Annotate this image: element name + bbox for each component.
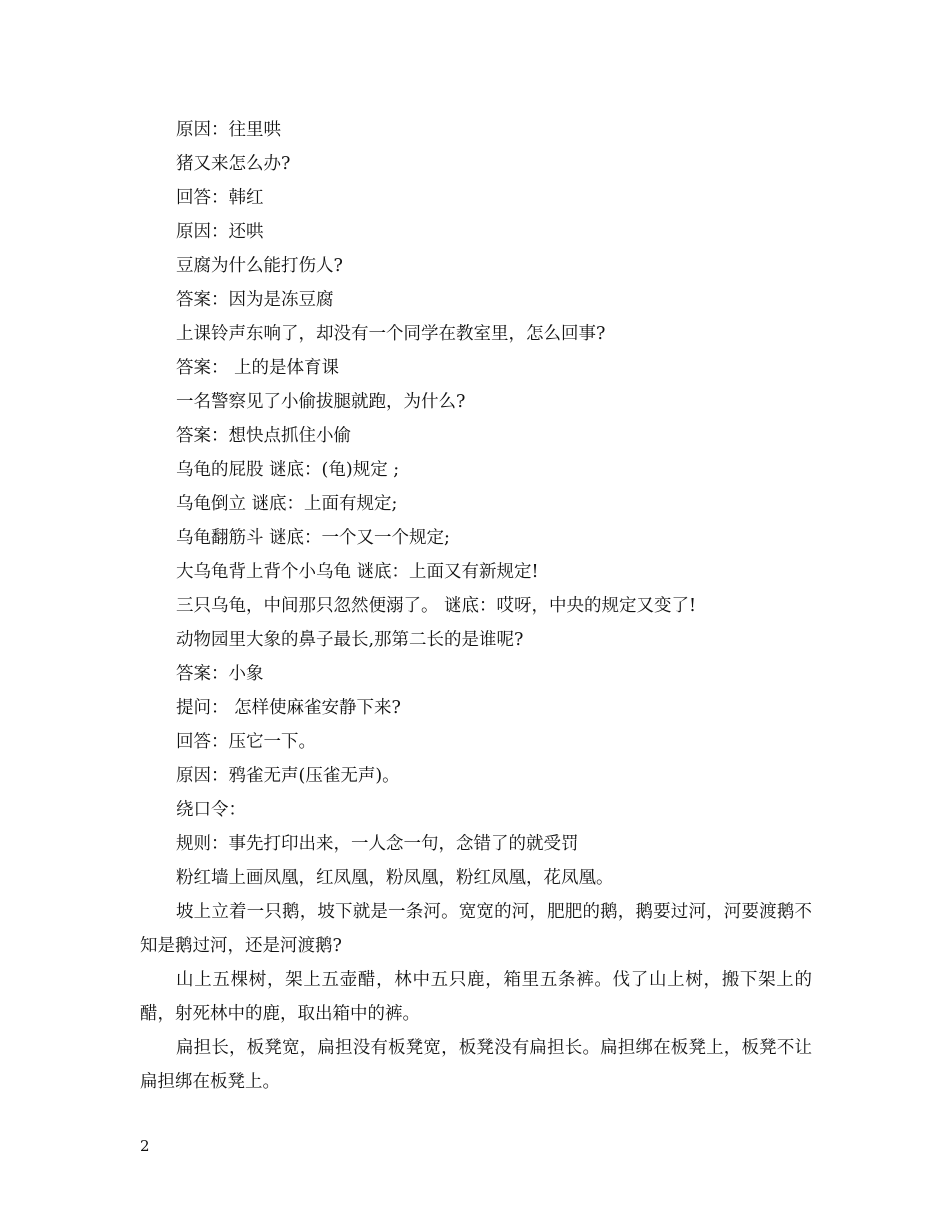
text-line: 一名警察见了小偷拔腿就跑，为什么? — [176, 392, 466, 412]
paragraph: 坡上立着一只鹅，坡下就是一条河。宽宽的河，肥肥的鹅，鹅要过河，河要渡鹅不知是鹅过河，还是河渡鹅? — [140, 902, 812, 956]
text-line: 猪又来怎么办? — [176, 154, 291, 174]
text-line: 乌龟翻筋斗 谜底：一个又一个规定; — [176, 528, 450, 548]
page-number: 2 — [140, 1137, 150, 1155]
text-line: 答案：因为是冻豆腐 — [176, 290, 334, 310]
text-line: 答案：想快点抓住小偷 — [176, 426, 351, 446]
text-line: 豆腐为什么能打伤人? — [176, 256, 343, 276]
text-line: 乌龟倒立 谜底：上面有规定; — [176, 494, 398, 514]
text-line: 三只乌龟，中间那只忽然便溺了。 谜底：哎呀，中央的规定又变了! — [176, 596, 697, 616]
text-line: 答案： 上的是体育课 — [176, 358, 340, 378]
text-line: 绕口令： — [176, 800, 246, 820]
text-line: 原因：还哄 — [176, 222, 264, 242]
text-line: 原因：往里哄 — [176, 120, 281, 140]
text-line: 上课铃声东响了，却没有一个同学在教室里，怎么回事? — [176, 324, 606, 344]
page-body — [140, 113, 812, 1099]
text-line: 回答：压它一下。 — [176, 732, 316, 752]
text-line: 原因：鸦雀无声(压雀无声)。 — [176, 766, 400, 786]
text-line: 乌龟的屁股 谜底：(龟)规定 ; — [176, 460, 400, 480]
text-line: 提问： 怎样使麻雀安静下来? — [176, 698, 401, 718]
paragraph: 山上五棵树，架上五壶醋，林中五只鹿，箱里五条裤。伐了山上树，搬下架上的醋，射死林中的鹿，取出箱中的裤。 — [140, 970, 812, 1024]
text-line: 回答：韩红 — [176, 188, 264, 208]
text-line: 大乌龟背上背个小乌龟 谜底：上面又有新规定! — [176, 562, 539, 582]
text-line: 规则：事先打印出来，一人念一句，念错了的就受罚 — [176, 834, 579, 854]
text-line: 粉红墙上画凤凰，红凤凰，粉凤凰，粉红凤凰，花凤凰。 — [176, 868, 614, 888]
paragraph: 扁担长，板凳宽，扁担没有板凳宽，板凳没有扁担长。扁担绑在板凳上，板凳不让扁担绑在板凳上。 — [140, 1038, 812, 1092]
text-line: 动物园里大象的鼻子最长,那第二长的是谁呢? — [176, 630, 524, 650]
text-line: 答案：小象 — [176, 664, 264, 684]
